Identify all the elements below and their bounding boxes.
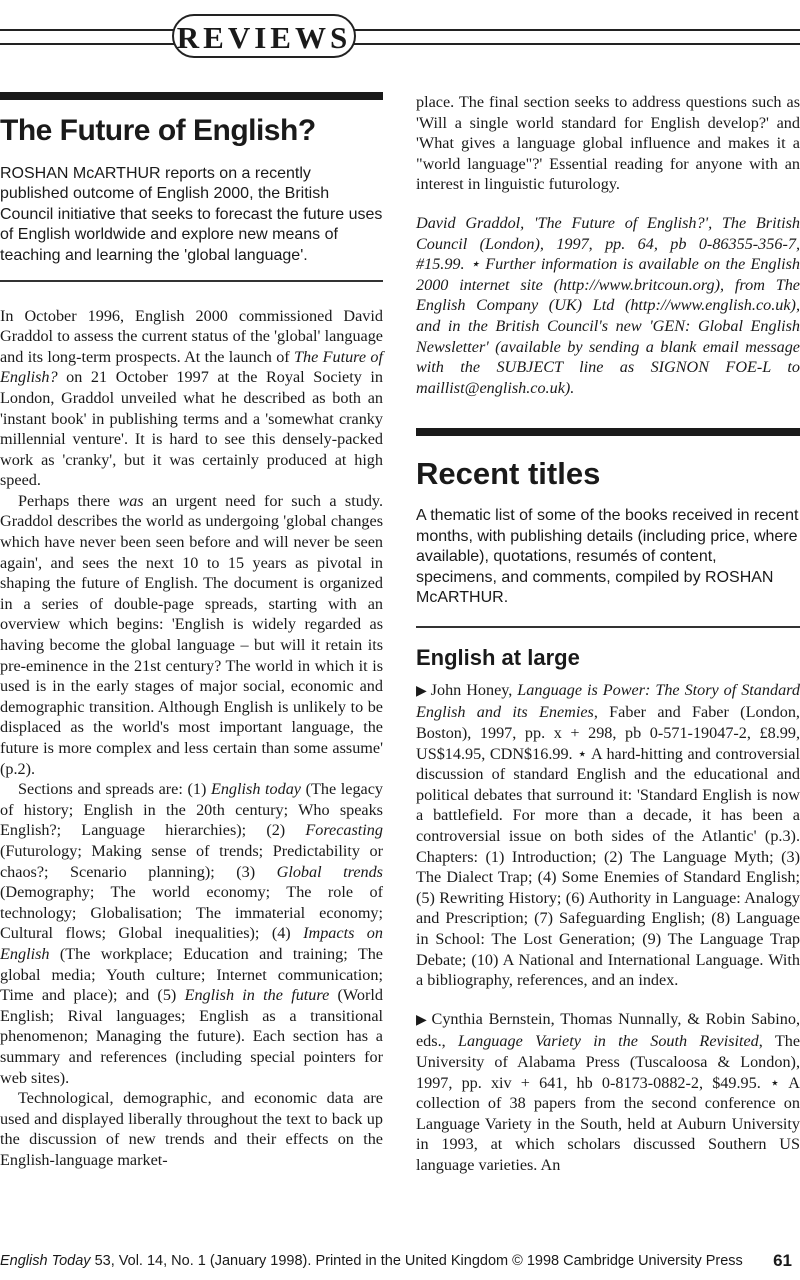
review-body-continued [416,92,800,195]
review-body [0,306,383,1171]
review-citation: David Graddol, 'The Future of English?', The British Council (London), 1997, pp. 64, pb 0-86355-356-7, #15.99. ⋆ Further information is available on the English 2000 internet site (http://www.britcoun.org), from The English Company (UK) Ltd (http://www.english.co.uk), and in the British Council's new 'GEN: Global English Newsletter' (available by sending a blank email message with the SUBJECT line as SIGNON FOE-L to maillist@english.co.uk). [416,213,800,397]
intro-divider [0,280,383,282]
page-footer [0,1249,800,1273]
book-entry: ▶ John Honey, Language is Power: The Story of Standard English and its Enemies, Faber and Faber (London, Boston), 1997, pp. x + 298, pb 0-571-19047-2, £8.99, US$14.95, CDN$16.99. ⋆ A hard-hitting and controversial discussion of standard English and the educational and political debates that surround it: 'Standard English is now a battlefield. For more than a decade, it has been a controversial issue on both sides of the Atlantic' (p.3). Chapters: (1) Introduction; (2) The Language Myth; (3) The Dialect Trap; (4) Some Enemies of Standard English; (5) Rewriting History; (6) Authority in Language: Analogy and Prescription; (7) Safeguarding English; (8) Language in School: The Lost Generation; (9) The Language Trap Debate; (10) A National and International Language. With a bibliography, references, and an index. [416,680,800,990]
heading-rule [0,92,383,100]
review-paragraph: Perhaps there was an urgent need for such a study. Graddol describes the world as undergoing 'global changes which have never been seen before and will never be seen again', and sees the next 10 to 15 years as pivotal in shaping the future of English. The document is organized in a series of double-page spreads, starting with an overview which begins: 'English is widely regarded as having become the global language – but will it retain its pre-eminence in the 21st century? The world in which it is used is in the early stages of major social, economic and demographic transition. Although English is unlikely to be displaced as the world's most important language, the future is more complex and less certain than some assume' (p.2). [0,491,384,778]
section-banner [0,0,800,72]
review-paragraph: place. The final section seeks to address questions such as 'Will a single world standard for English develop?' and 'What gives a language global influence and makes it a "world language"?' Essential reading for anyone with an interest in linguistic futurology. [416,93,800,194]
english-at-large-heading: English at large [416,644,580,670]
recent-divider [416,626,800,628]
recent-titles-intro: A thematic list of some of the books received in recent months, with publishing details (including price, where available), quotations, resumés of content, specimens, and comments, compiled by ROSHAN McARTHUR. [416,507,799,606]
right-column [416,92,800,1176]
bullet-triangle-icon: ▶ [416,683,428,699]
banner-rule-top [0,29,800,31]
review-paragraph: In October 1996, English 2000 commissioned David Graddol to assess the current status of the 'global' language and its long-term prospects. At the launch of The Future of English? on 21 October 1997 at the Royal Society in London, Graddol unveiled what he described as both an 'instant book' in publishing terms and a 'somewhat cranky millennial venture'. It is hard to see this densely-packed work as 'cranky', but it was certainly produced at high speed. [0,306,383,490]
recent-heading-rule [416,428,800,436]
banner-rule-bottom [0,43,800,45]
left-column [0,92,383,1170]
review-paragraph: Sections and spreads are: (1) English today (The legacy of history; English in the 20th century; Who speaks English?; Language hierarchies); (2) Forecasting (Futurology; Making sense of trends; Predictability or chaos?; Scenario planning); (3) Global trends (Demography; The world economy; The role of technology; Globalisation; The immaterial economy; Cultural flows; Global inequalities); (4) Impacts on English (The workplace; Education and training; The global media; Youth culture; Internet communication; Time and place); and (5) English in the future (World English; Rival languages; English as a transitional phenomenon; Managing the future). Each section has a summary and references (including special pointers for web sites). [0,780,384,1087]
banner-label: REVIEWS [172,14,356,58]
bullet-triangle-icon: ▶ [416,1012,429,1028]
book-entry: ▶ Cynthia Bernstein, Thomas Nunnally, & Robin Sabino, eds., Language Variety in the South Revisited, The University of Alabama Press (Tuscaloosa & London), 1997, pp. xiv + 641, hb 0-8173-0882-2, $49.95. ⋆ A collection of 38 papers from the second conference on Language Variety in the South, held at Auburn University in 1993, at which scholars discussed Southern US language varieties. An [416,1009,800,1174]
recent-titles-heading: Recent titles [416,456,601,492]
review-paragraph: Technological, demographic, and economic data are used and displayed liberally throughout the text to back up the discussion of new trends and their effects on the English-language market- [0,1089,383,1169]
page-number: 61 [773,1251,792,1270]
footer-citation: English Today 53, Vol. 14, No. 1 (January 1998). Printed in the United Kingdom © 1998 Cambridge University Press [0,1253,743,1269]
review-intro: ROSHAN McARTHUR reports on a recently published outcome of English 2000, the British Council initiative that seeks to forecast the future uses of English worldwide and explore new means of teaching and learning the 'global language'. [0,165,383,264]
review-title: The Future of English? [0,114,316,147]
